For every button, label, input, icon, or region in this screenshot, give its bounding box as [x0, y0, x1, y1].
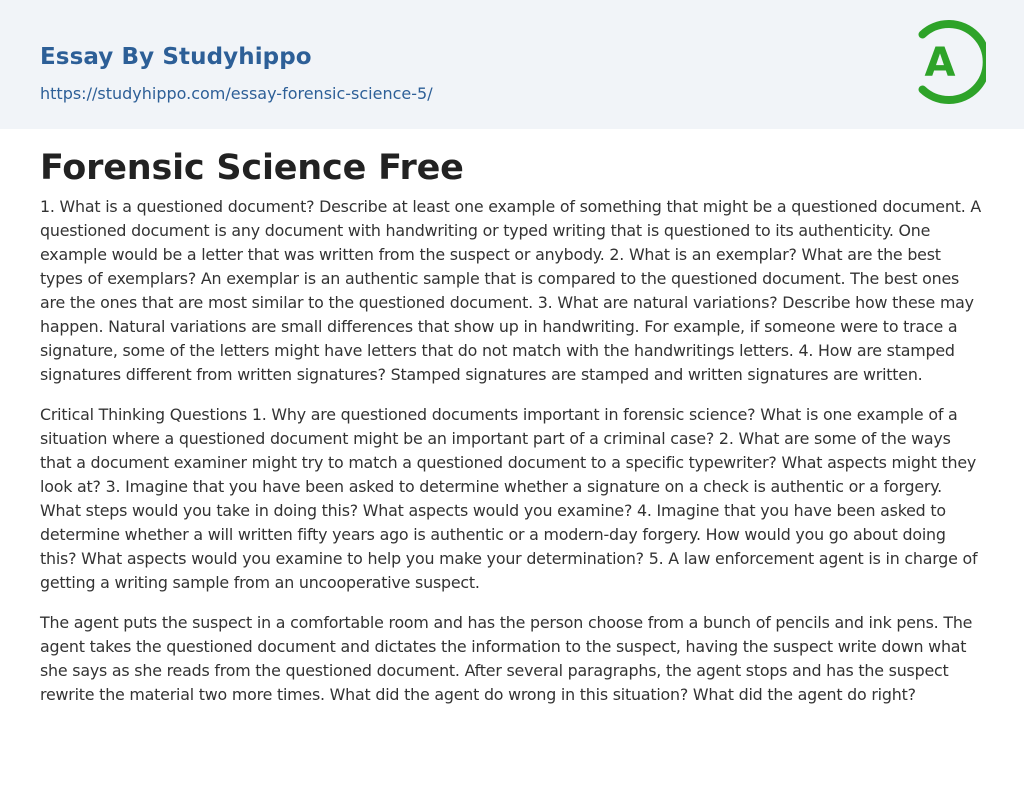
- essay-content: [40, 145, 984, 707]
- site-header: [0, 0, 1024, 129]
- studyhippo-logo-icon[interactable]: [912, 20, 986, 104]
- site-brand[interactable]: Essay By Studyhippo: [40, 44, 312, 70]
- essay-title: Forensic Science Free: [40, 148, 464, 188]
- essay-url-link[interactable]: https://studyhippo.com/essay-forensic-science-5/: [40, 84, 433, 103]
- logo-letter: A: [924, 40, 956, 86]
- essay-paragraph: Critical Thinking Questions 1. Why are questioned documents important in forensic science? What is one example of a situation where a questioned document might be an important part of a criminal case? 2. What are some of the ways that a document examiner might try to match a questioned document to a specific typewriter? What aspects might they look at? 3. Imagine that you have been asked to determine whether a signature on a check is authentic or a forgery. What steps would you take in doing this? What aspects would you examine? 4. Imagine that you have been asked to determine whether a will written fifty years ago is authentic or a modern-day forgery. How would you go about doing this? What aspects would you examine to help you make your determination? 5. A law enforcement agent is in charge of getting a writing sample from an uncooperative suspect.: [40, 405, 978, 592]
- essay-paragraph: The agent puts the suspect in a comfortable room and has the person choose from a bunch of pencils and ink pens. The agent takes the questioned document and dictates the information to the suspect, having the suspect write down what she says as she reads from the questioned document. After several paragraphs, the agent stops and has the suspect rewrite the material two more times. What did the agent do wrong in this situation? What did the agent do right?: [40, 613, 973, 704]
- essay-paragraph: 1. What is a questioned document? Describe at least one example of something that might be a questioned document. A questioned document is any document with handwriting or typed writing that is questioned to its authenticity. One example would be a letter that was written from the suspect or anybody. 2. What is an exemplar? What are the best types of exemplars? An exemplar is an authentic sample that is compared to the questioned document. The best ones are the ones that are most similar to the questioned document. 3. What are natural variations? Describe how these may happen. Natural variations are small differences that show up in handwriting. For example, if someone were to trace a signature, some of the letters might have letters that do not match with the handwritings letters. 4. How are stamped signatures different from written signatures? Stamped signatures are stamped and written signatures are written.: [40, 197, 982, 384]
